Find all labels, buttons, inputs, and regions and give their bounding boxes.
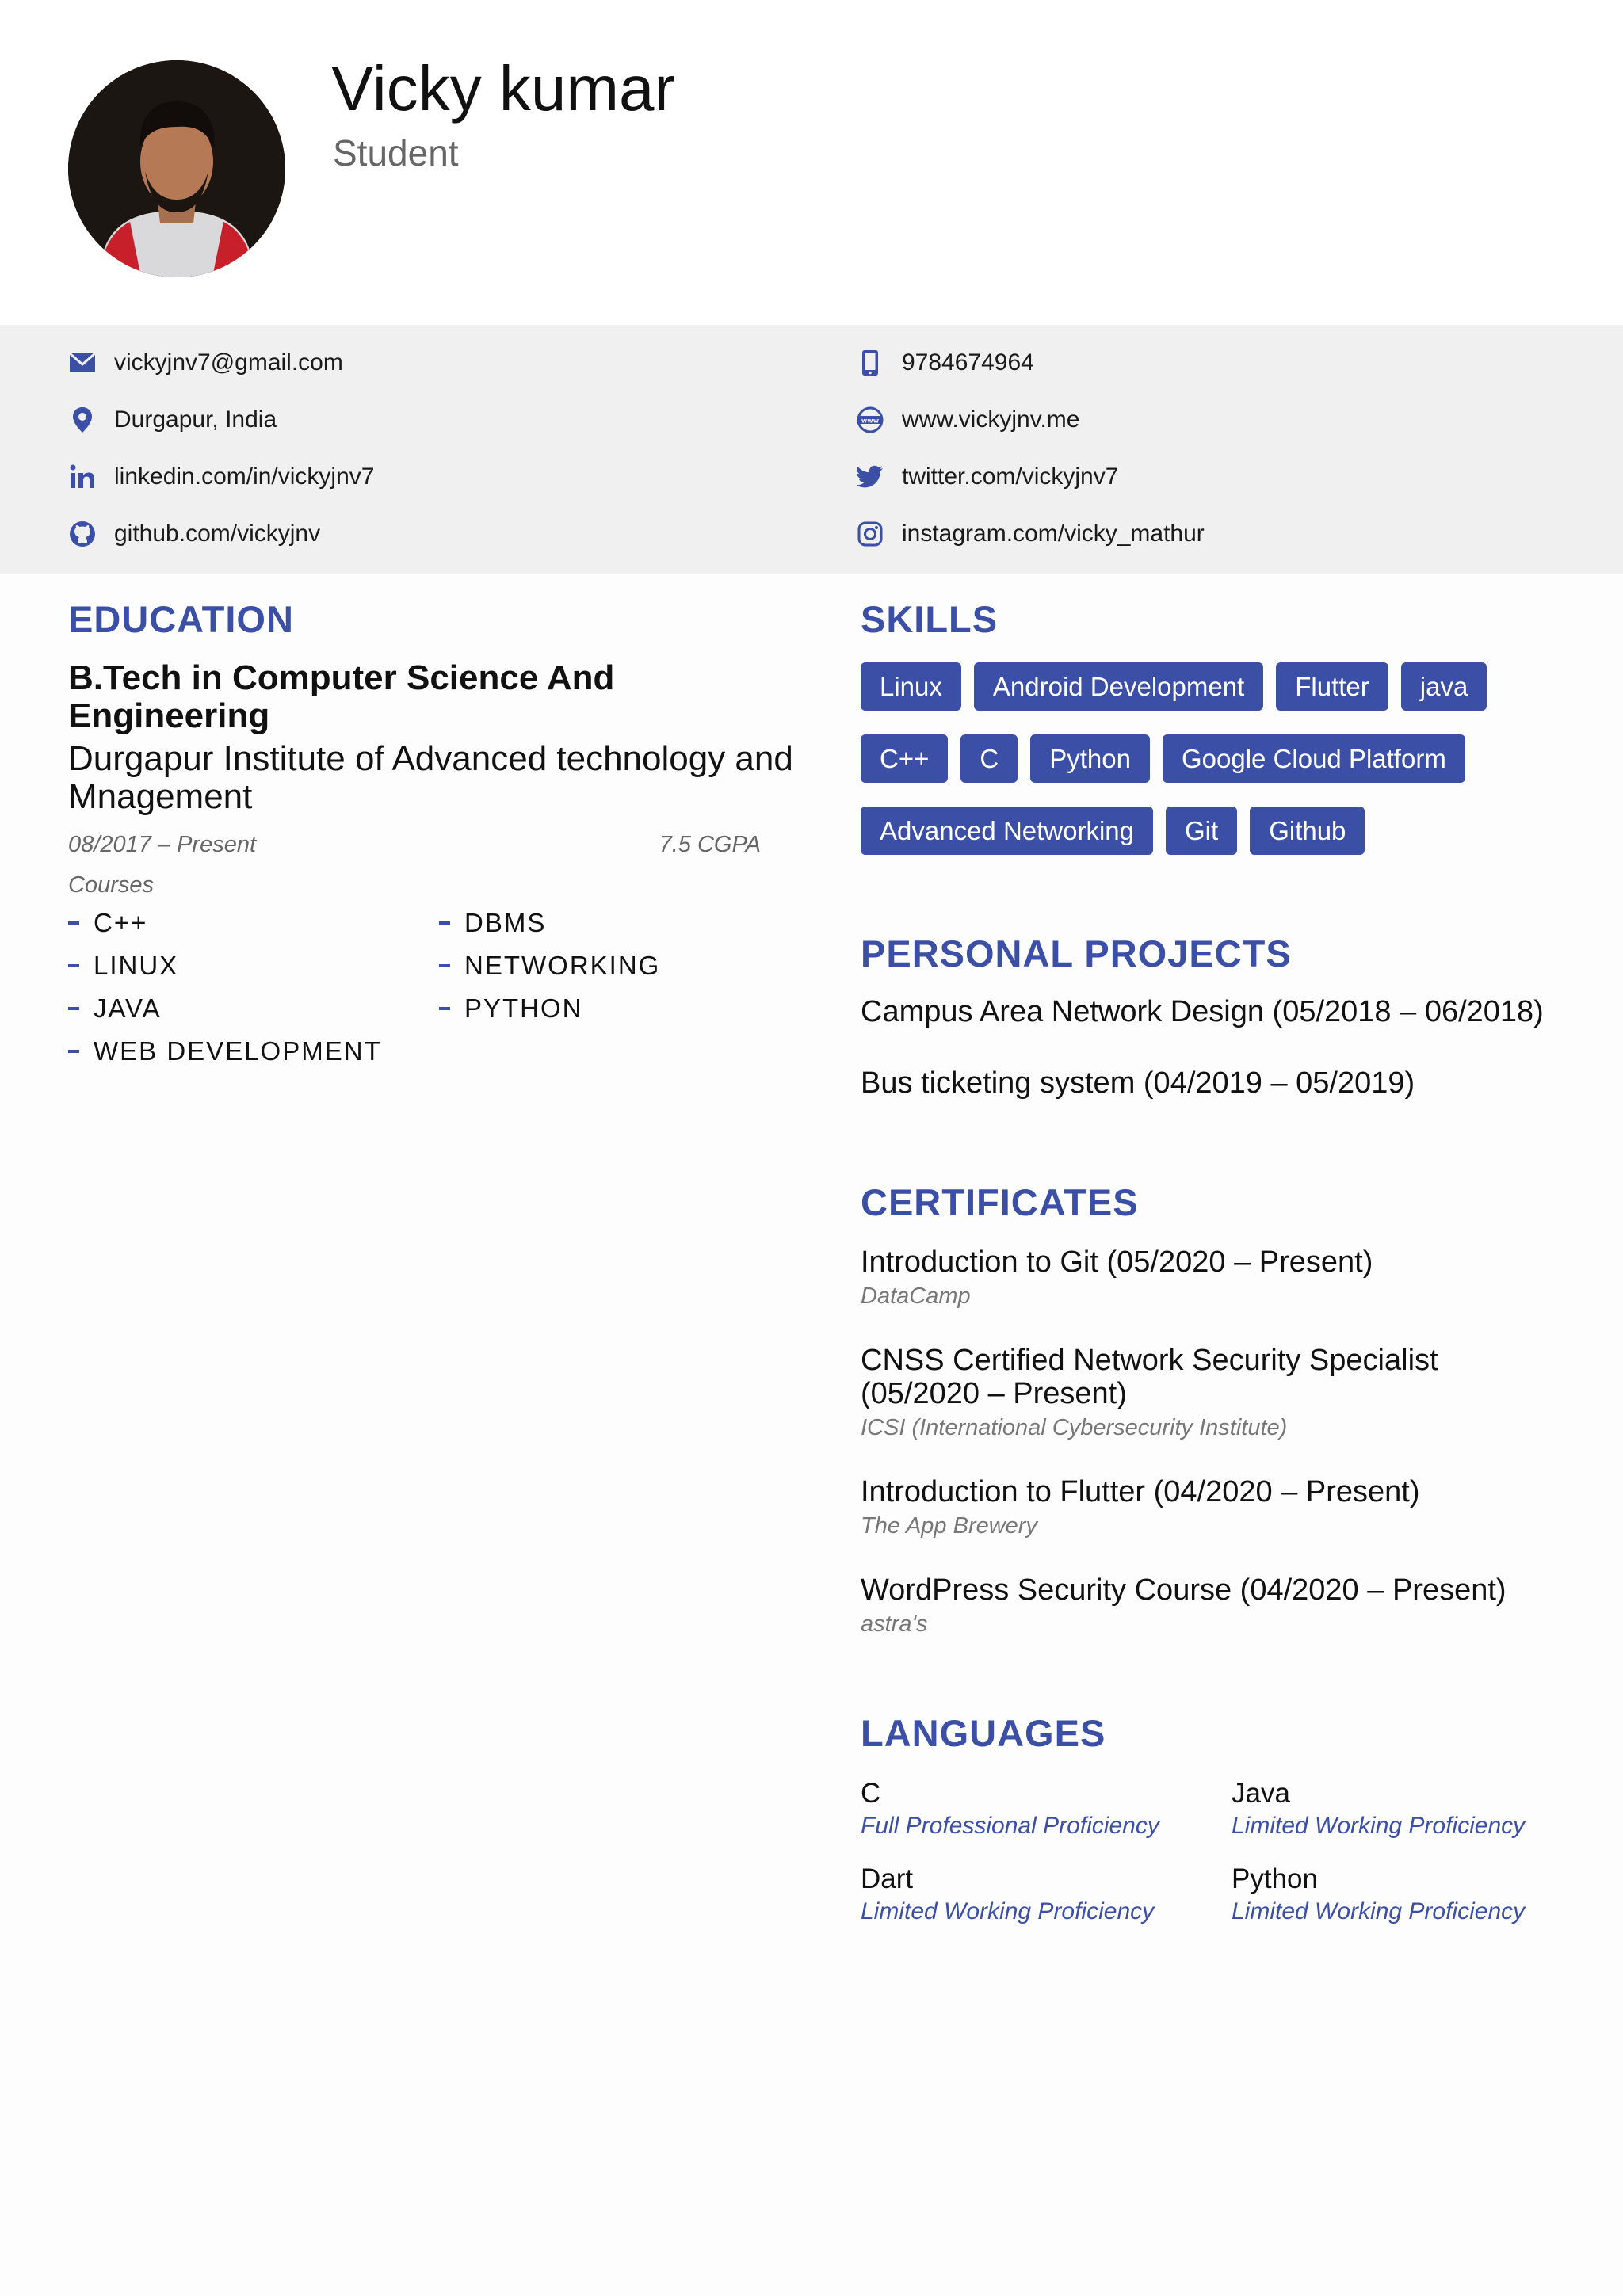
skill-tag: Linux	[861, 662, 961, 711]
skill-tag: Flutter	[1276, 662, 1388, 711]
course-item	[68, 994, 162, 1024]
twitter-icon	[856, 463, 884, 491]
education-gpa: 7.5 CGPA	[659, 832, 761, 857]
certificates-heading: CERTIFICATES	[861, 1181, 1139, 1223]
skills-list	[861, 662, 1574, 879]
skills-heading: SKILLS	[861, 598, 999, 640]
bullet-dash-icon	[68, 921, 79, 925]
contact-band	[0, 325, 1623, 574]
skill-tag: Github	[1250, 807, 1365, 855]
education-heading: EDUCATION	[68, 598, 294, 640]
course-item	[439, 908, 546, 938]
location-pin-icon	[68, 406, 97, 434]
certificate-title: CNSS Certified Network Security Specialist (05/2020 – Present)	[861, 1344, 1438, 1410]
course-label: NETWORKING	[464, 951, 661, 980]
course-label: WEB DEVELOPMENT	[94, 1036, 382, 1066]
candidate-name: Vicky kumar	[331, 53, 676, 124]
contact-location	[68, 401, 277, 439]
mail-icon	[68, 349, 97, 377]
course-item	[68, 1036, 382, 1066]
avatar	[68, 60, 285, 277]
bullet-dash-icon	[68, 964, 79, 967]
certificate-title: Introduction to Git (05/2020 – Present)	[861, 1245, 1373, 1279]
bullet-dash-icon	[439, 1007, 450, 1010]
course-item	[68, 951, 178, 981]
language-name: C	[861, 1778, 881, 1809]
education-degree: B.Tech in Computer Science And Engineering	[68, 658, 615, 735]
website-text: www.vickyjnv.me	[902, 406, 1080, 433]
bullet-dash-icon	[439, 964, 450, 967]
skill-tag: Advanced Networking	[861, 807, 1153, 855]
github-text: github.com/vickyjnv	[114, 521, 321, 547]
linkedin-text: linkedin.com/in/vickyjnv7	[114, 463, 375, 490]
language-level: Limited Working Proficiency	[1232, 1813, 1526, 1839]
projects-heading: PERSONAL PROJECTS	[861, 933, 1292, 974]
skill-tag: Android Development	[974, 662, 1263, 711]
globe-www-icon	[856, 406, 884, 434]
certificate-title: Introduction to Flutter (04/2020 – Present)	[861, 1475, 1420, 1508]
language-name: Java	[1232, 1778, 1290, 1809]
certificate-issuer: DataCamp	[861, 1283, 971, 1309]
courses-label: Courses	[68, 872, 154, 898]
project-item: Bus ticketing system (04/2019 – 05/2019)	[861, 1066, 1415, 1100]
location-text: Durgapur, India	[114, 406, 277, 433]
contact-instagram[interactable]	[856, 515, 1205, 553]
course-label: C++	[94, 908, 148, 937]
course-label: DBMS	[464, 908, 547, 937]
skill-tag: C	[960, 734, 1018, 783]
contact-github[interactable]	[68, 515, 320, 553]
contact-email[interactable]	[68, 344, 343, 382]
svg-text:www: www	[861, 417, 880, 425]
contact-phone[interactable]	[856, 344, 1034, 382]
certificate-issuer: astra's	[861, 1611, 928, 1637]
language-level: Limited Working Proficiency	[1232, 1898, 1526, 1924]
twitter-text: twitter.com/vickyjnv7	[902, 463, 1119, 490]
phone-icon	[856, 349, 884, 377]
skill-tag: C++	[861, 734, 948, 783]
skill-tag: Python	[1030, 734, 1150, 783]
language-level: Full Professional Proficiency	[861, 1813, 1159, 1839]
skill-tag: Git	[1166, 807, 1237, 855]
course-label: LINUX	[94, 951, 179, 980]
profile-photo	[68, 60, 285, 277]
skill-tag: Google Cloud Platform	[1163, 734, 1465, 783]
course-label: PYTHON	[464, 994, 583, 1023]
phone-text: 9784674964	[902, 349, 1034, 376]
github-icon	[68, 520, 97, 548]
email-text: vickyjnv7@gmail.com	[114, 349, 343, 376]
linkedin-icon	[68, 463, 97, 491]
certificate-issuer: The App Brewery	[861, 1513, 1037, 1539]
instagram-text: instagram.com/vicky_mathur	[902, 521, 1205, 547]
language-name: Python	[1232, 1863, 1318, 1894]
education-school: Durgapur Institute of Advanced technology and Mnagement	[68, 739, 793, 816]
project-item: Campus Area Network Design (05/2018 – 06/2018)	[861, 995, 1544, 1028]
education-dates: 08/2017 – Present	[68, 832, 257, 857]
bullet-dash-icon	[439, 921, 450, 925]
course-item	[439, 951, 660, 981]
language-name: Dart	[861, 1863, 914, 1894]
certificate-title: WordPress Security Course (04/2020 – Present)	[861, 1573, 1507, 1607]
course-label: JAVA	[94, 994, 162, 1023]
certificate-issuer: ICSI (International Cybersecurity Institute)	[861, 1415, 1288, 1440]
course-item	[439, 994, 583, 1024]
contact-linkedin[interactable]	[68, 458, 374, 496]
language-level: Limited Working Proficiency	[861, 1898, 1155, 1924]
languages-heading: LANGUAGES	[861, 1712, 1106, 1754]
bullet-dash-icon	[68, 1007, 79, 1010]
contact-twitter[interactable]	[856, 458, 1118, 496]
contact-website[interactable]	[856, 401, 1079, 439]
candidate-role: Student	[333, 132, 459, 174]
resume-header	[0, 0, 1623, 325]
instagram-icon	[856, 520, 884, 548]
course-item	[68, 908, 147, 938]
skill-tag: java	[1401, 662, 1487, 711]
bullet-dash-icon	[68, 1050, 79, 1053]
